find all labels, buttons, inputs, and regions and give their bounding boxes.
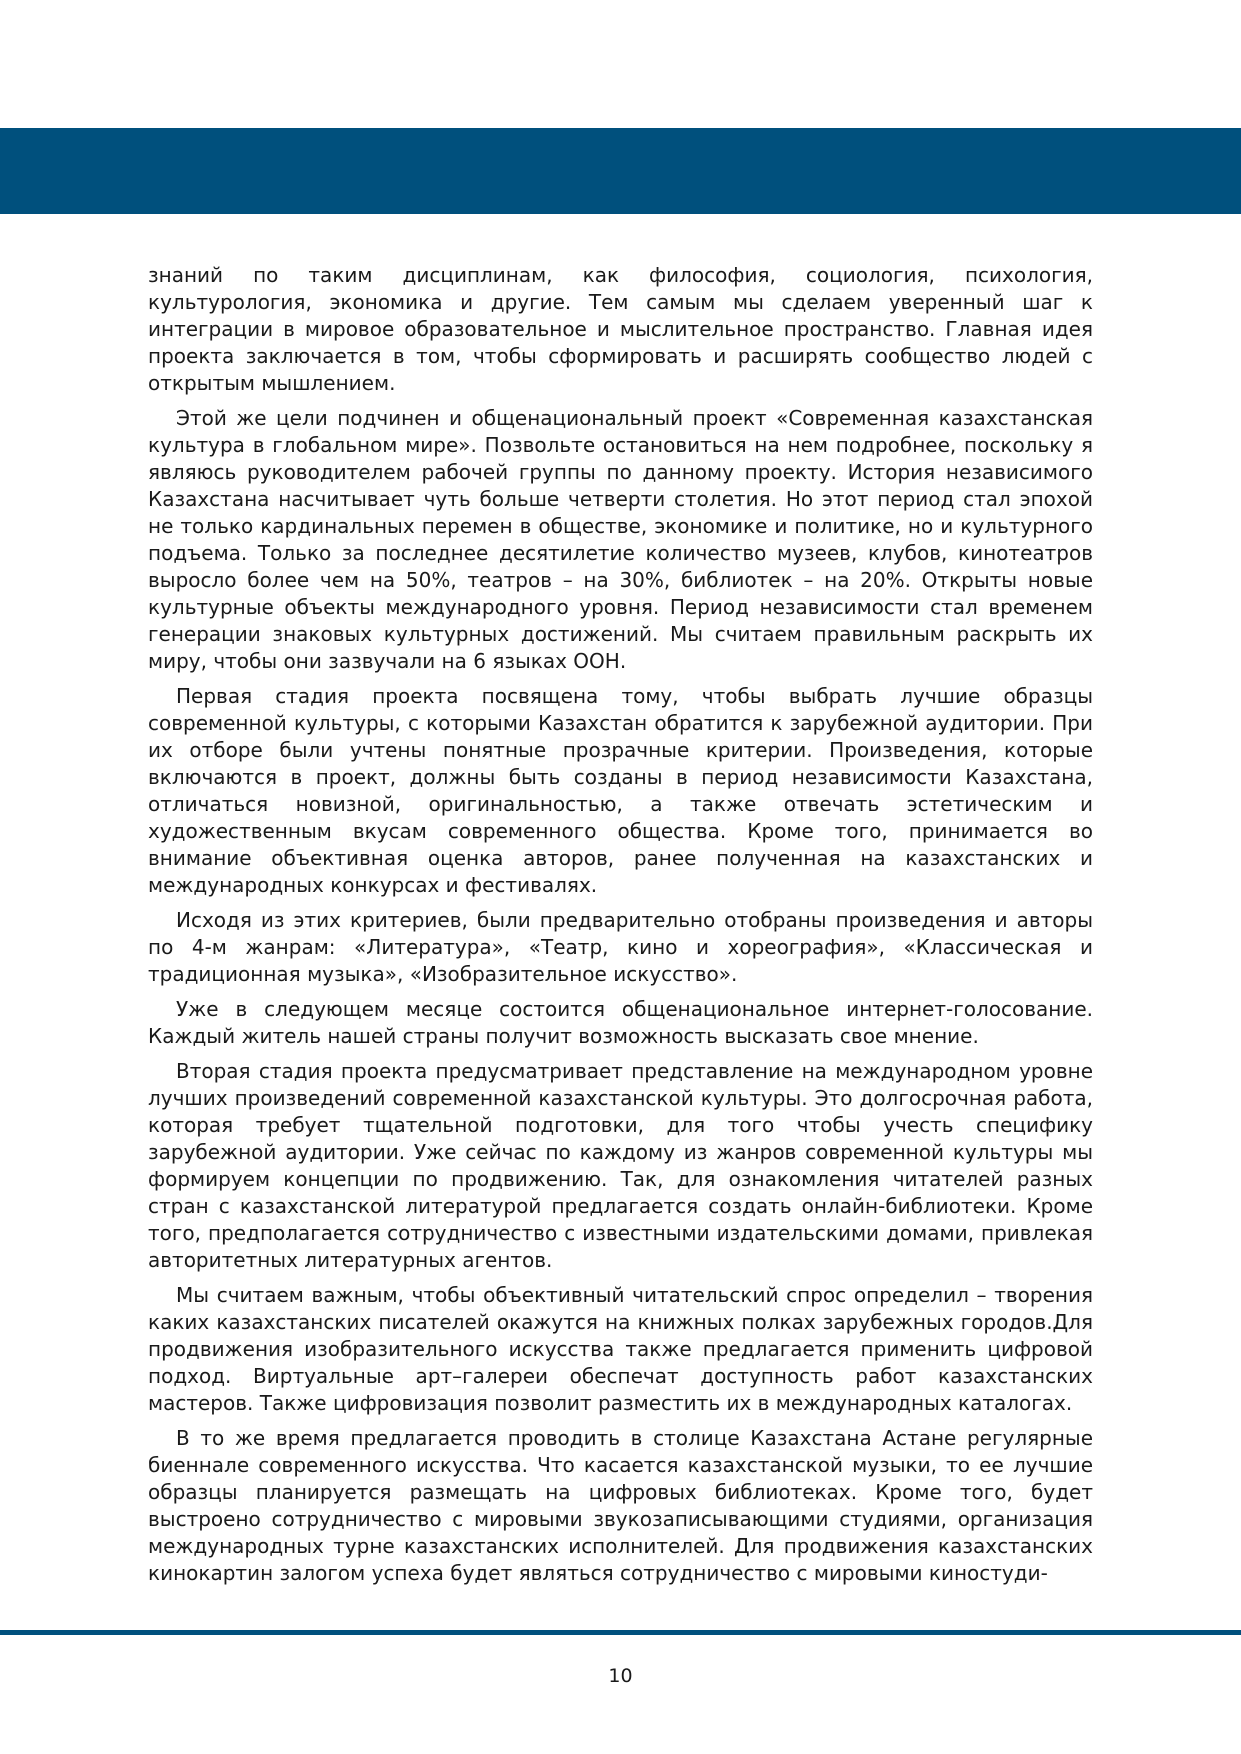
paragraph-8: В то же время предлагается проводить в столице Казахстана Астане регулярные биеннале современного искусства. Что касается казахстанской музыки, то ее лучшие образцы планируется размещать на цифровых библиотеках. Кроме того, будет выстроено сотрудничество с мировыми звукозаписывающими студиями, организация международных турне казахстанских исполнителей. Для продвижения казахстанских кинокартин залогом успеха будет являться сотрудничество с мировыми киностуди- xyxy=(148,1426,1093,1585)
header-band xyxy=(0,128,1241,214)
paragraph-3: Первая стадия проекта посвящена тому, чтобы выбрать лучшие образцы современной культуры, с которыми Казахстан обратится к зарубежной аудитории. При их отборе были учтены понятные прозрачные критерии. Произведения, которые включаются в проект, должны быть созданы в период независимости Казахстана, отличаться новизной, оригинальностью, а также отвечать эстетическим и художественным вкусам современного общества. Кроме того, принимается во внимание объективная оценка авторов, ранее полученная на казахстанских и международных конкурсах и фестивалях. xyxy=(148,684,1093,897)
footer-rule xyxy=(0,1630,1241,1635)
paragraph-1: знаний по таким дисциплинам, как философия, социология, психология, культурология, экономика и другие. Тем самым мы сделаем уверенный шаг к интеграции в мировое образовательное и мыслительное пространство. Главная идея проекта заключается в том, чтобы сформировать и расширять сообщество людей с открытым мышлением. xyxy=(148,263,1093,395)
paragraph-2: Этой же цели подчинен и общенациональный проект «Современная казахстанская культура в глобальном мире». Позвольте остановиться на нем подробнее, поскольку я являюсь руководителем рабочей группы по данному проекту. История независимого Казахстана насчитывает чуть больше четверти столетия. Но этот период стал эпохой не только кардинальных перемен в обществе, экономике и политике, но и культурного подъема. Только за последнее десятилетие количество музеев, клубов, кинотеатров выросло более чем на 50%, театров – на 30%, библиотек – на 20%. Открыты новые культурные объекты международного уровня. Период независимости стал временем генерации знаковых культурных достижений. Мы считаем правильным раскрыть их миру, чтобы они зазвучали на 6 языках ООН. xyxy=(148,406,1093,673)
paragraph-4: Исходя из этих критериев, были предварительно отобраны произведения и авторы по 4-м жанрам: «Литература», «Театр, кино и хореография», «Классическая и традиционная музыка», «Изобразительное искусство». xyxy=(148,908,1093,986)
paragraph-5: Уже в следующем месяце состоится общенациональное интернет-голосование. Каждый житель нашей страны получит возможность высказать свое мнение. xyxy=(148,997,1093,1048)
page-number: 10 xyxy=(608,1665,633,1687)
document-body xyxy=(148,262,1093,1595)
paragraph-7: Мы считаем важным, чтобы объективный читательский спрос определил – творения каких казахстанских писателей окажутся на книжных полках зарубежных городов.Для продвижения изобразительного искусства также предлагается применить цифровой подход. Виртуальные арт–галереи обеспечат доступность работ казахстанских мастеров. Также цифровизация позволит разместить их в международных каталогах. xyxy=(148,1283,1093,1415)
paragraph-6: Вторая стадия проекта предусматривает представление на международном уровне лучших произведений современной казахстанской культуры. Это долгосрочная работа, которая требует тщательной подготовки, для того чтобы учесть специфику зарубежной аудитории. Уже сейчас по каждому из жанров современной культуры мы формируем концепции по продвижению. Так, для ознакомления читателей разных стран с казахстанской литературой предлагается создать онлайн-библиотеки. Кроме того, предполагается сотрудничество с известными издательскими домами, привлекая авторитетных литературных агентов. xyxy=(148,1059,1093,1272)
